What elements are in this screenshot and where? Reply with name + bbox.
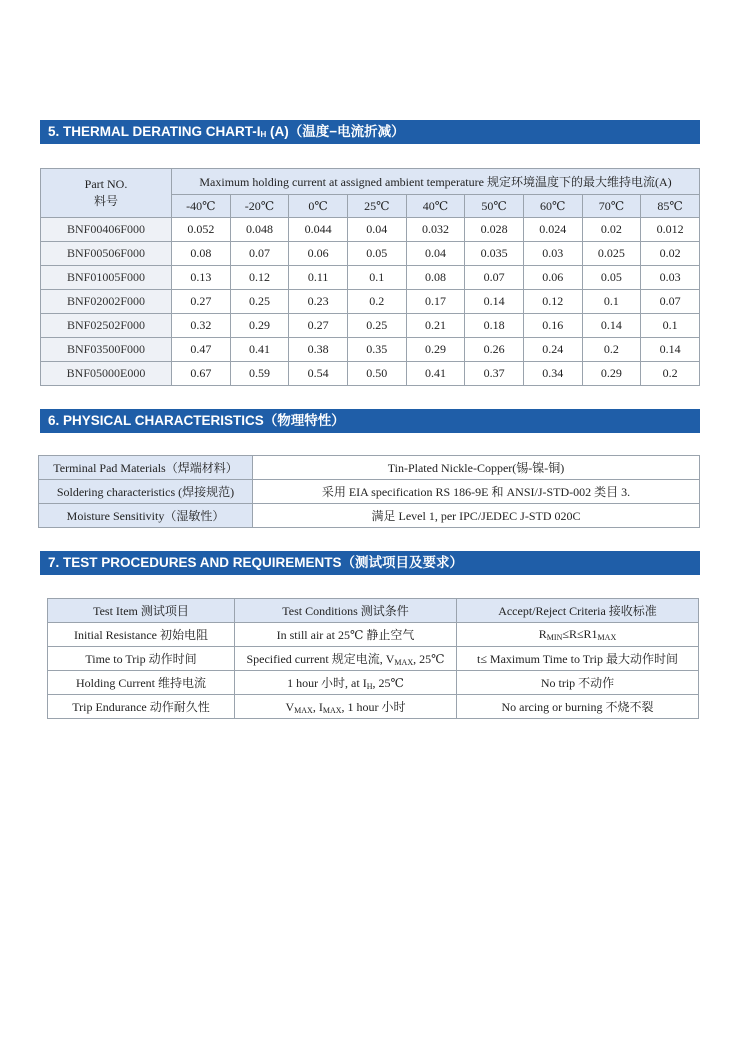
test-item-cell: Holding Current 维持电流 [48, 671, 235, 695]
holding-current-cell: 0.23 [289, 290, 348, 314]
section-5-title-main: 5. THERMAL DERATING CHART-I [48, 124, 261, 139]
test-condition-cell [235, 695, 457, 719]
holding-current-cell: 0.38 [289, 338, 348, 362]
holding-current-cell: 0.06 [289, 242, 348, 266]
holding-current-cell: 0.29 [230, 314, 289, 338]
holding-current-cell: 0.03 [523, 242, 582, 266]
holding-current-cell: 0.13 [172, 266, 231, 290]
holding-current-cell: 0.2 [347, 290, 406, 314]
test-procedures-table [47, 598, 699, 719]
holding-current-cell: 0.29 [582, 362, 641, 386]
temperature-header-cell: 50℃ [465, 195, 524, 218]
part-no-header-cn: 料号 [93, 194, 118, 208]
table-row [48, 671, 699, 695]
holding-current-cell: 0.25 [230, 290, 289, 314]
part-no-header [41, 169, 172, 218]
holding-current-cell: 0.50 [347, 362, 406, 386]
table-row [48, 623, 699, 647]
temperature-header-cell: -40℃ [172, 195, 231, 218]
table-row [48, 695, 699, 719]
holding-current-cell: 0.1 [582, 290, 641, 314]
temperature-header-cell: 60℃ [523, 195, 582, 218]
condition-text: , I [312, 700, 323, 714]
holding-current-cell: 0.02 [641, 242, 700, 266]
holding-current-cell: 0.06 [523, 266, 582, 290]
thermal-derating-body [41, 218, 700, 386]
part-number-cell: BNF00506F000 [41, 242, 172, 266]
test-header-cell: Test Conditions 测试条件 [235, 599, 457, 623]
holding-current-cell: 0.37 [465, 362, 524, 386]
property-label: Moisture Sensitivity（湿敏性） [39, 504, 253, 528]
holding-current-cell: 0.012 [641, 218, 700, 242]
holding-current-cell: 0.044 [289, 218, 348, 242]
temperature-header-cell: 70℃ [582, 195, 641, 218]
holding-current-cell: 0.032 [406, 218, 465, 242]
holding-current-cell: 0.2 [641, 362, 700, 386]
holding-current-cell: 0.14 [582, 314, 641, 338]
criteria-cell [457, 695, 699, 719]
holding-current-cell: 0.024 [523, 218, 582, 242]
holding-current-cell: 0.59 [230, 362, 289, 386]
holding-current-cell: 0.32 [172, 314, 231, 338]
condition-text: , 1 hour 小时 [341, 700, 406, 714]
test-header-cell: Test Item 测试项目 [48, 599, 235, 623]
test-header-cell: Accept/Reject Criteria 接收标准 [457, 599, 699, 623]
holding-current-cell: 0.08 [406, 266, 465, 290]
holding-current-cell: 0.03 [641, 266, 700, 290]
condition-subscript: MAX [322, 706, 342, 715]
section-5-title-sub: H [260, 130, 267, 139]
table-row [41, 266, 700, 290]
holding-current-cell: 0.05 [347, 242, 406, 266]
temperature-header-cell: 25℃ [347, 195, 406, 218]
criteria-cell [457, 647, 699, 671]
test-item-cell: Trip Endurance 动作耐久性 [48, 695, 235, 719]
holding-current-cell: 0.14 [641, 338, 700, 362]
test-item-cell: Initial Resistance 初始电阻 [48, 623, 235, 647]
holding-current-cell: 0.47 [172, 338, 231, 362]
holding-current-cell: 0.11 [289, 266, 348, 290]
section-7-title: 7. TEST PROCEDURES AND REQUIREMENTS（测试项目及要求） [40, 551, 700, 575]
holding-current-cell: 0.04 [406, 242, 465, 266]
property-label: Terminal Pad Materials（焊端材料） [39, 456, 253, 480]
property-value: 满足 Level 1, per IPC/JEDEC J-STD 020C [253, 504, 700, 528]
thermal-derating-table [40, 168, 700, 386]
holding-current-cell: 0.54 [289, 362, 348, 386]
table-row [39, 504, 700, 528]
part-number-cell: BNF05000E000 [41, 362, 172, 386]
criteria-text: No arcing or burning 不烧不裂 [501, 700, 654, 714]
holding-current-cell: 0.41 [406, 362, 465, 386]
condition-text: , 25℃ [413, 652, 445, 666]
holding-current-cell: 0.12 [230, 266, 289, 290]
table-row [48, 647, 699, 671]
test-condition-cell [235, 647, 457, 671]
physical-characteristics-body [39, 456, 700, 528]
table-row [41, 362, 700, 386]
part-number-cell: BNF02002F000 [41, 290, 172, 314]
holding-current-cell: 0.1 [641, 314, 700, 338]
holding-current-cell: 0.025 [582, 242, 641, 266]
holding-current-cell: 0.048 [230, 218, 289, 242]
condition-text: In still air at 25℃ 静止空气 [276, 628, 415, 642]
holding-current-cell: 0.12 [523, 290, 582, 314]
criteria-text: R [538, 627, 547, 641]
criteria-subscript: MIN [546, 633, 563, 642]
section-6-title: 6. PHYSICAL CHARACTERISTICS（物理特性） [40, 409, 700, 433]
holding-current-cell: 0.2 [582, 338, 641, 362]
section-5-title [40, 120, 700, 144]
holding-current-cell: 0.34 [523, 362, 582, 386]
criteria-cell [457, 623, 699, 647]
holding-current-cell: 0.07 [465, 266, 524, 290]
holding-current-cell: 0.29 [406, 338, 465, 362]
condition-subscript: H [366, 682, 373, 691]
holding-current-cell: 0.24 [523, 338, 582, 362]
holding-current-cell: 0.26 [465, 338, 524, 362]
holding-current-cell: 0.18 [465, 314, 524, 338]
holding-current-cell: 0.08 [172, 242, 231, 266]
condition-text: , 25℃ [372, 676, 404, 690]
test-item-cell: Time to Trip 动作时间 [48, 647, 235, 671]
condition-subscript: MAX [394, 658, 414, 667]
test-condition-cell [235, 671, 457, 695]
holding-current-cell: 0.27 [289, 314, 348, 338]
condition-text: V [285, 700, 295, 714]
part-number-cell: BNF02502F000 [41, 314, 172, 338]
test-condition-cell [235, 623, 457, 647]
temperature-header-cell: -20℃ [230, 195, 289, 218]
test-procedures-body [48, 623, 699, 719]
property-label: Soldering characteristics (焊接规范) [39, 480, 253, 504]
holding-current-cell: 0.052 [172, 218, 231, 242]
holding-current-cell: 0.17 [406, 290, 465, 314]
part-number-cell: BNF00406F000 [41, 218, 172, 242]
holding-current-cell: 0.35 [347, 338, 406, 362]
table-row [41, 242, 700, 266]
holding-current-cell: 0.07 [230, 242, 289, 266]
holding-current-cell: 0.16 [523, 314, 582, 338]
criteria-cell [457, 671, 699, 695]
criteria-subscript: MAX [597, 633, 617, 642]
condition-text: 1 hour 小时, at I [287, 676, 367, 690]
physical-characteristics-table [38, 455, 700, 528]
holding-current-header: Maximum holding current at assigned ambient temperature 规定环境温度下的最大维持电流(A) [172, 169, 700, 195]
holding-current-cell: 0.25 [347, 314, 406, 338]
criteria-text: ≤R≤R1 [562, 627, 598, 641]
table-row [39, 480, 700, 504]
holding-current-cell: 0.67 [172, 362, 231, 386]
holding-current-cell: 0.035 [465, 242, 524, 266]
holding-current-cell: 0.41 [230, 338, 289, 362]
condition-subscript: MAX [294, 706, 313, 715]
property-value: 采用 EIA specification RS 186-9E 和 ANSI/J-STD-002 类目 3. [253, 480, 700, 504]
table-row [41, 290, 700, 314]
temperature-header-cell: 40℃ [406, 195, 465, 218]
part-no-header-en: Part NO. [84, 177, 128, 191]
holding-current-cell: 0.05 [582, 266, 641, 290]
holding-current-cell: 0.02 [582, 218, 641, 242]
holding-current-cell: 0.1 [347, 266, 406, 290]
holding-current-cell: 0.04 [347, 218, 406, 242]
temperature-header-cell: 85℃ [641, 195, 700, 218]
holding-current-cell: 0.27 [172, 290, 231, 314]
test-procedures-header-row [48, 599, 699, 623]
table-row [41, 338, 700, 362]
table-row [41, 218, 700, 242]
table-row [41, 314, 700, 338]
criteria-text: No trip 不动作 [540, 676, 615, 690]
holding-current-cell: 0.028 [465, 218, 524, 242]
holding-current-cell: 0.07 [641, 290, 700, 314]
holding-current-cell: 0.14 [465, 290, 524, 314]
table-row [39, 456, 700, 480]
temperature-header-cell: 0℃ [289, 195, 348, 218]
part-number-cell: BNF01005F000 [41, 266, 172, 290]
condition-text: Specified current 规定电流, V [246, 652, 395, 666]
part-number-cell: BNF03500F000 [41, 338, 172, 362]
holding-current-cell: 0.21 [406, 314, 465, 338]
property-value: Tin-Plated Nickle-Copper(锡-镍-铜) [253, 456, 700, 480]
criteria-text: t≤ Maximum Time to Trip 最大动作时间 [477, 652, 678, 666]
section-5-title-tail: (A)（温度−电流折减） [266, 124, 405, 139]
